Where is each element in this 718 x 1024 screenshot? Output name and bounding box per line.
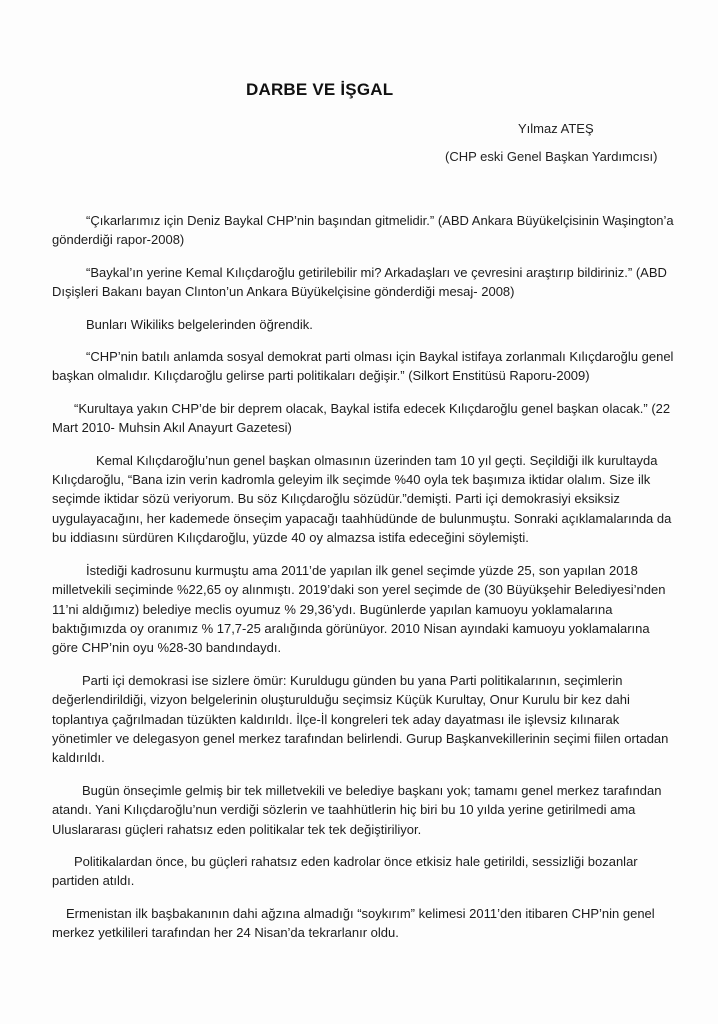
author-role: (CHP eski Genel Başkan Yardımcısı)	[445, 149, 658, 164]
article-title: DARBE VE İŞGAL	[246, 80, 394, 99]
paragraph-2: “Baykal’ın yerine Kemal Kılıçdaroğlu getirilebilir mi? Arkadaşları ve çevresini araştırıp bildiriniz.” (ABD Dışişleri Bakanı bayan Clınton’un Ankara Büyükelçisine gönderdiği mesaj- 2008)	[52, 264, 667, 300]
paragraph-11: Ermenistan ilk başbakanının dahi ağzına almadığı “soykırım” kelimesi 2011’den itibaren CHP’nin genel merkez yetkilileri tarafından her 24 Nisan’da tekrarlanır oldu.	[52, 905, 655, 941]
paragraph-1: “Çıkarlarımız için Deniz Baykal CHP’nin başından gitmelidir.” (ABD Ankara Büyükelçisinin Waşington’a gönderdiği rapor-2008)	[52, 213, 674, 248]
paragraph-10: Politikalardan önce, bu güçleri rahatsız eden kadrolar önce etkisiz hale getirildi, sessizliği bozanlar partiden atıldı.	[52, 853, 638, 889]
paragraph-9: Bugün önseçimle gelmiş bir tek milletvekili ve belediye başkanı yok; tamamı genel merkez tarafından atandı. Yani Kılıçdaroğlu’nun verdiği sözlerin ve taahhütlerin hiç biri bu 10 yılda yerine getirilmedi ama Uluslararası güçleri rahatsız eden politikalar tek tek değiştiriliyor.	[52, 782, 662, 837]
paragraph-6: Kemal Kılıçdaroğlu’nun genel başkan olmasının üzerinden tam 10 yıl geçti. Seçildiği ilk kurultayda Kılıçdaroğlu, “Bana izin verin kadromla geleyim ilk seçimde %40 oyla tek başımıza iktidar olalım. Size ilk seçimde iktidar sözü veriyorum. Bu söz Kılıçdaroğlu sözüdür.”demişti. Parti içi demokrasiyi eksiksiz uygulayacağını, her kademede önseçim yapacağı taahhüdünde de bulunmuştu. Sonraki açıklamalarında da bu iddiasını sürdüren Kılıçdaroğlu, yüzde 40 oy almazsa istifa edeceğini söylemişti.	[52, 452, 672, 546]
author-name: Yılmaz ATEŞ	[518, 121, 594, 136]
paragraph-7: İstediği kadrosunu kurmuştu ama 2011’de yapılan ilk genel seçimde yüzde 25, son yapılan 2018 milletvekili seçiminde %22,65 oy alınmıştı. 2019’daki son yerel seçimde de (30 Büyükşehir Belediyesi’nden 11’ni aldığımız) belediye meclis oyumuz % 29,36’ydı. Bugünlerde yapılan kamuoyu yoklamalarına baktığımızda oy oranımız % 17,7-25 aralığında görünüyor. 2010 Nisan ayındaki kamuoyu yoklamalarına göre CHP’nin oyu %28-30 bandındaydı.	[52, 562, 666, 656]
paragraph-5: “Kurultaya yakın CHP’de bir deprem olacak, Baykal istifa edecek Kılıçdaroğlu genel başkan olacak.” (22 Mart 2010- Muhsin Akıl Anayurt Gazetesi)	[52, 400, 671, 436]
article-body	[52, 211, 678, 956]
paragraph-3: Bunları Wikiliks belgelerinden öğrendik.	[86, 316, 313, 332]
paragraph-8: Parti içi demokrasi ise sizlere ömür: Kuruldugu günden bu yana Parti politikalarının, seçimlerin değerlendirildiği, vizyon belgelerinin oluşturulduğu seçimsiz Küçük Kurultay, Onur Kurulu bir kez dahi toplantıya çağrılmadan tüzükten kaldırıldı. İlçe-İl kongreleri tek aday dayatması ile işlevsiz kılınarak yönetimler ve delegasyon genel merkez tarafından belirlendi. Gurup Başkanvekillerinin seçimi fiilen ortadan kaldırıldı.	[52, 672, 669, 766]
paragraph-4: “CHP’nin batılı anlamda sosyal demokrat parti olması için Baykal istifaya zorlanmalı Kılıçdaroğlu genel başkan olmalıdır. Kılıçdaroğlu gelirse parti politikaları değişir.” (Silkort Enstitüsü Raporu-2009)	[52, 349, 674, 384]
